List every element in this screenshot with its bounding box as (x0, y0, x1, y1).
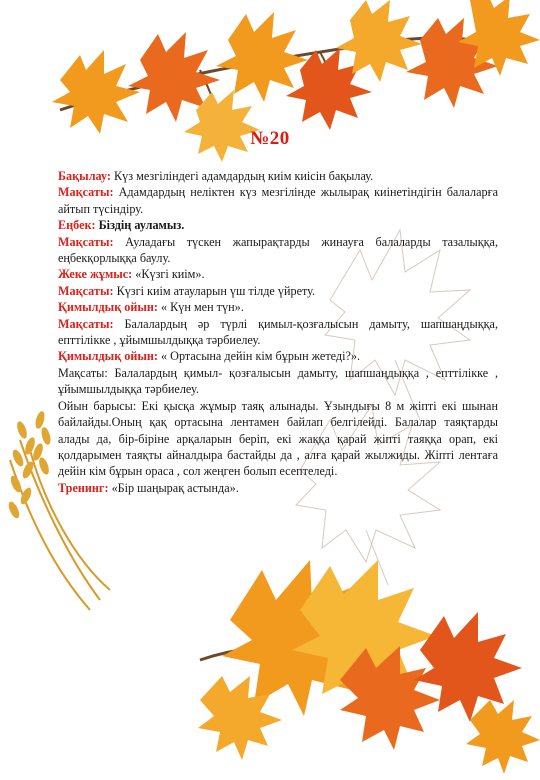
line-game-2 (58, 348, 498, 364)
text: Күзгі киім атауларын үш тілде үйрету. (113, 283, 316, 298)
label: Жеке жұмыс: (58, 267, 133, 282)
line-game-description (58, 398, 498, 480)
line-goal-4 (58, 316, 498, 349)
line-training (58, 480, 498, 496)
label: Мақсаты: (58, 283, 114, 298)
text: « Ортасына дейін кім бұрын жетеді?». (157, 349, 361, 364)
text: Мақсаты: Балалардың қимыл- қозғалысын дамыту, шапшаңдыққа , епттілікке , ұйымшылдыққа тәрбиелеу. (58, 365, 498, 397)
line-observation (58, 168, 498, 184)
text: Күз мезгіліндегі адамдардың киім киісін бақылау. (111, 169, 374, 183)
text: Адамдардың неліктен күз мезгілінде жылырақ киінетіндігін балаларға айтып түсіндіру. (58, 185, 498, 216)
label: Мақсаты: (58, 185, 114, 200)
document-body (58, 168, 498, 496)
line-goal-1 (58, 184, 498, 217)
text: Біздің ауламыз. (95, 218, 185, 233)
text: «Бір шаңырақ астында». (108, 480, 239, 495)
line-individual-work (58, 266, 498, 282)
text: « Күн мен түн». (157, 300, 244, 315)
label: Еңбек: (58, 218, 96, 233)
line-goal-5 (58, 365, 498, 398)
label: Мақсаты: (58, 234, 114, 249)
line-game-1 (58, 299, 498, 315)
label: Бақылау: (58, 169, 111, 183)
document-title: №20 (250, 128, 290, 149)
label: Қимылдық ойын: (58, 349, 158, 364)
line-labor (58, 217, 498, 233)
line-goal-2 (58, 234, 498, 267)
text: Ауладағы түскен жапырақтарды жинауға балаларды тазалыққа, еңбекқорлыққа баулу. (58, 234, 498, 266)
text: Ойын барысы: Екі қысқа жұмыр таяқ алынады. Ұзындығы 8 м жіпті екі шынан байлайды.Оның қақ ортасына лентамен байлап белгілейді. Балалар таяқтарды алады да, бір-біріне арқаларын беріп, екі жаққа қарай жіпті таяққа орап, екі қолдарымен таяқты айналдыра бастайды да , алға қарай жылжиды. Жіпті лентаға дейін кім бұрын ораса , сол жеңген болып есептеледі. (58, 398, 498, 479)
line-goal-3 (58, 283, 498, 299)
label: Тренинг: (58, 480, 109, 495)
text: «Күзгі киім». (132, 267, 205, 282)
label: Қимылдық ойын: (58, 300, 158, 315)
label: Мақсаты: (58, 316, 114, 331)
text: Балалардың әр түрлі қимыл-қозғалысын дамыту, шапшаңдыққа, епттілікке , ұйымшылдыққа тәрбиелеу. (58, 316, 498, 348)
